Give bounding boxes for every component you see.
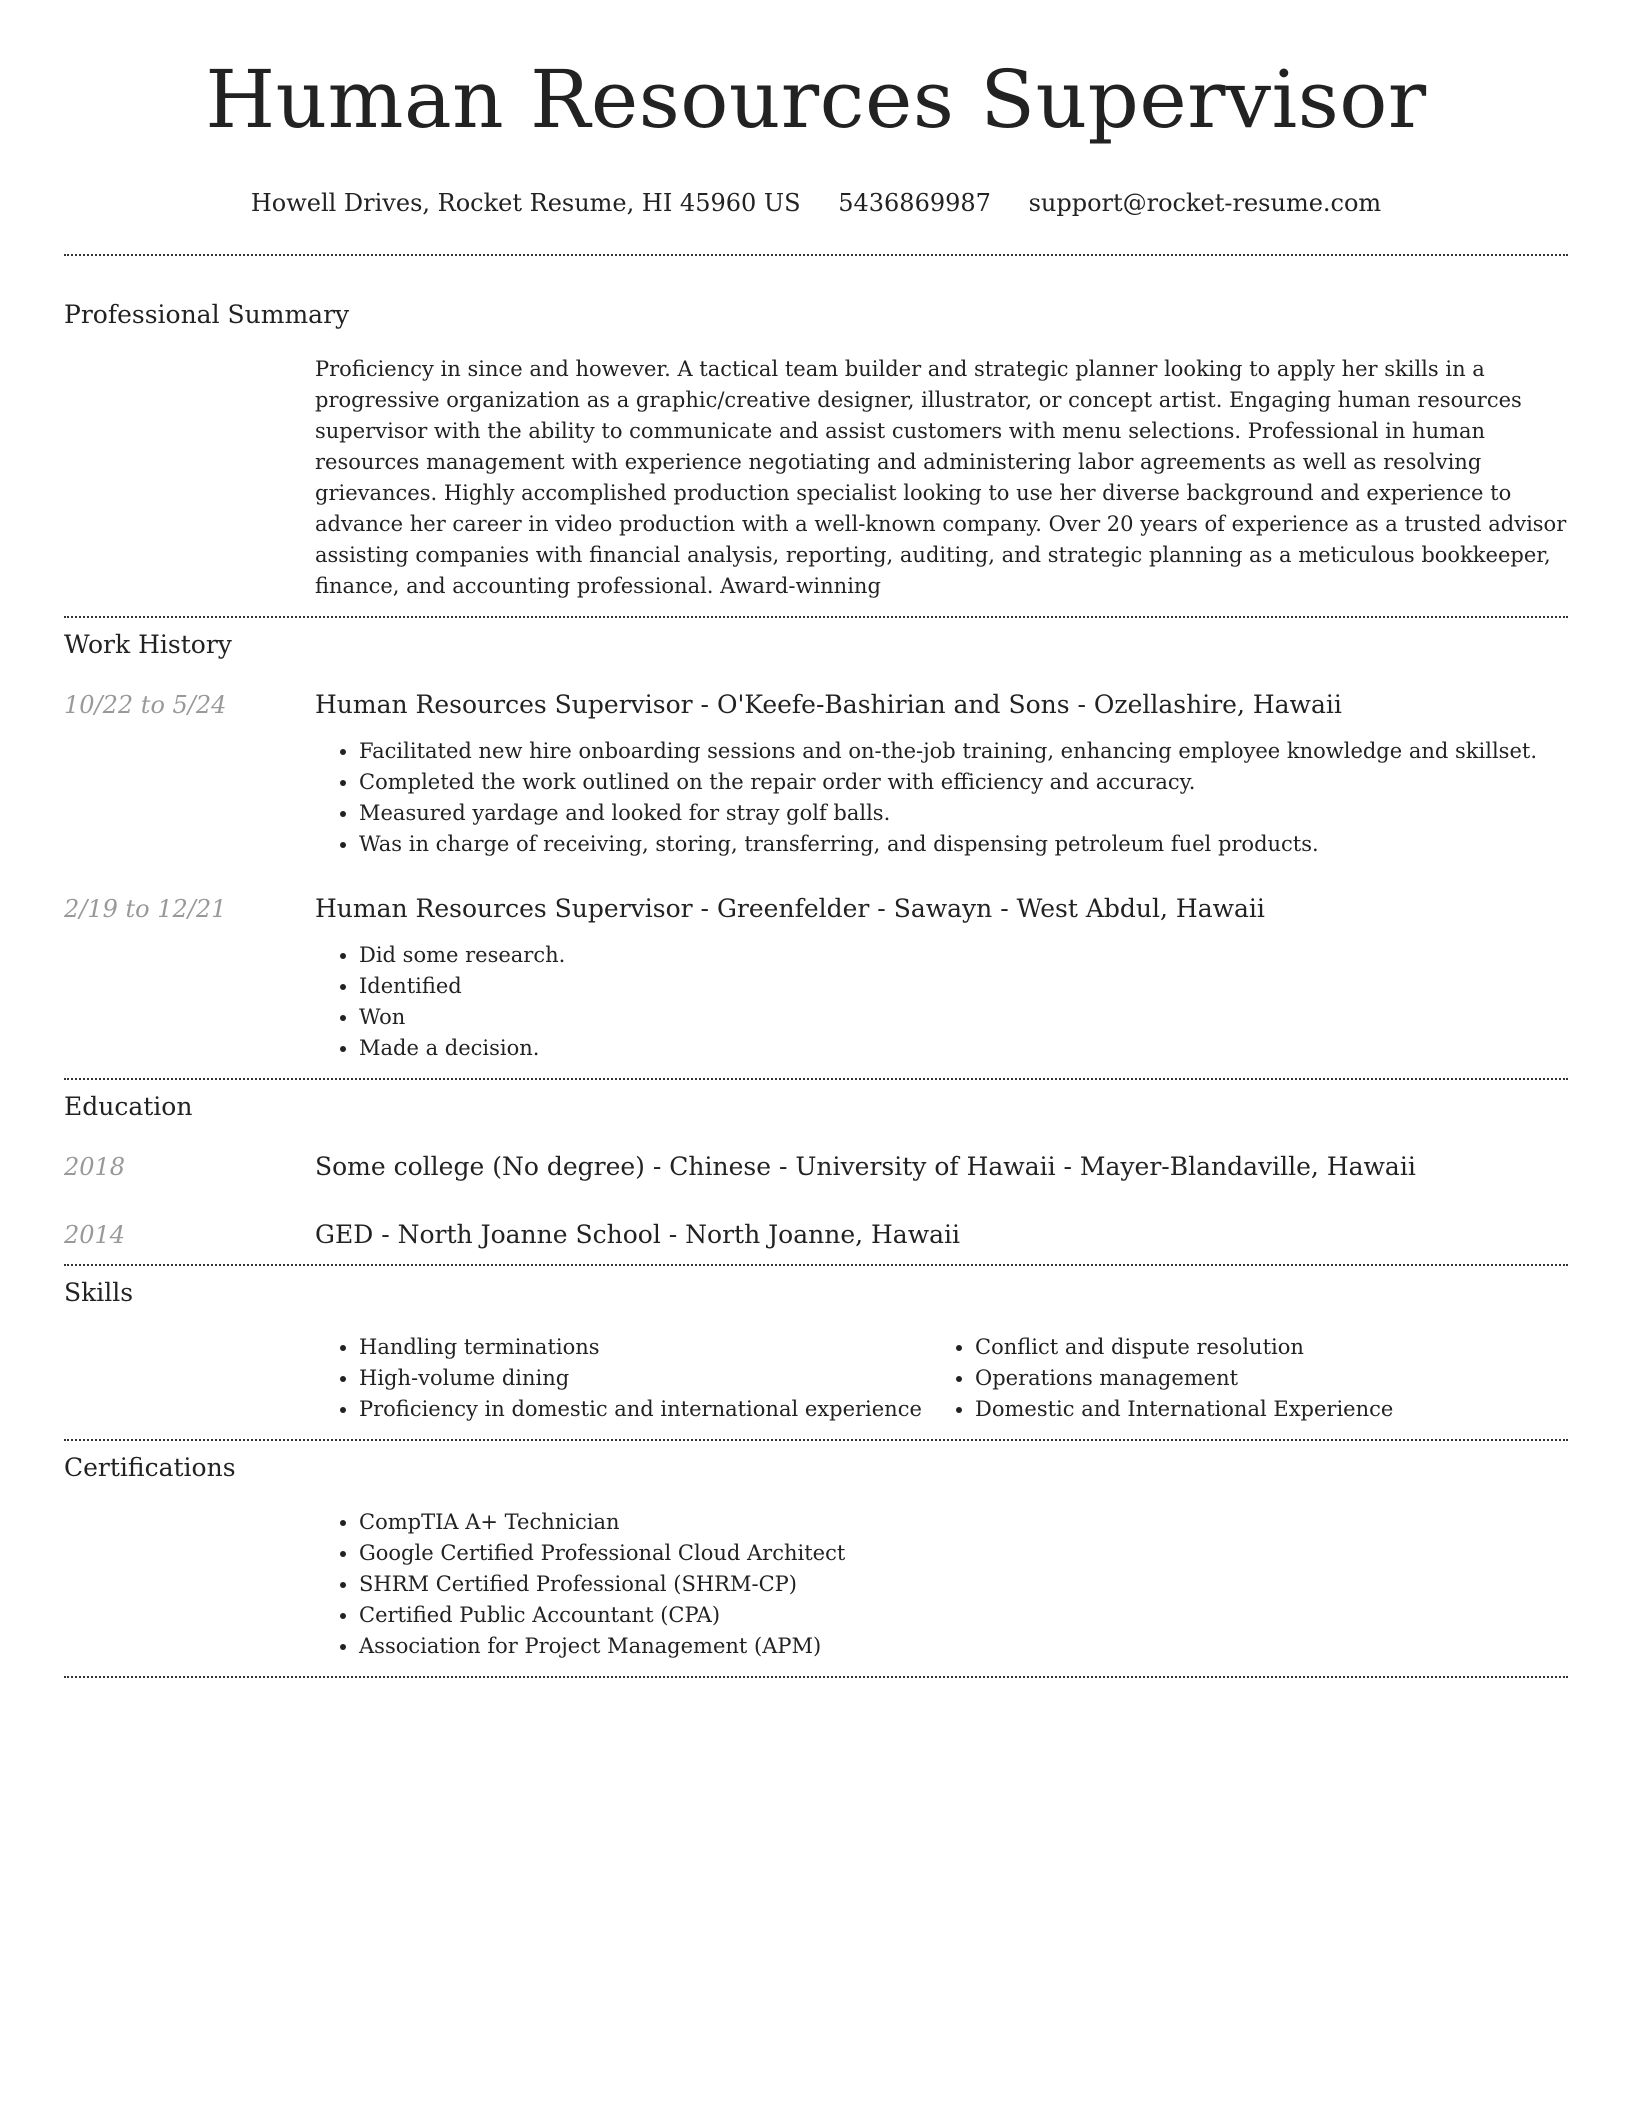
contact-phone: 5436869987 [838,189,991,217]
skills-columns [315,1332,1568,1425]
skills-column-left [315,1332,931,1425]
divider [64,1439,1568,1441]
divider [64,1264,1568,1266]
certification-item: • CompTIA A+ Technician [359,1507,1568,1538]
contact-address: Howell Drives, Rocket Resume, HI 45960 US [250,189,801,217]
work-bullet: • Won [359,1002,1568,1033]
skill-item: • Conflict and dispute resolution [975,1332,1547,1363]
skills-list [315,1332,931,1425]
certifications-list [315,1507,1568,1662]
section-title-certifications: Certifications [64,1453,236,1482]
education-section [64,1092,1568,1250]
section-title-summary: Professional Summary [64,300,350,329]
work-bullet-list [315,736,1568,860]
skill-item: • Handling terminations [359,1332,931,1363]
certification-item: • SHRM Certified Professional (SHRM-CP) [359,1569,1568,1600]
work-entry [64,894,1568,1064]
skills-column-right [931,1332,1547,1425]
divider [64,616,1568,618]
work-history-section [64,630,1568,1064]
work-bullet: • Did some research. [359,940,1568,971]
skills-list [931,1332,1547,1425]
resume-name: Human Resources Supervisor [205,53,1427,146]
education-entry [64,1220,1568,1250]
work-bullet: • Identified [359,971,1568,1002]
work-entry [64,690,1568,860]
education-year: 2018 [64,1153,126,1181]
work-title: Human Resources Supervisor - Greenfelder - Sawayn - West Abdul, Hawaii [315,894,1265,923]
divider [64,254,1568,256]
skill-item: • Proficiency in domestic and international experience [359,1394,931,1425]
section-title-education: Education [64,1092,193,1121]
certifications-section [64,1453,1568,1662]
summary-text: Proficiency in since and however. A tactical team builder and strategic planner looking to apply her skills in a progressive organization as a graphic/creative designer, illustrator, or concept artist. Engaging human resources supervisor with the ability to communicate and assist customers with menu selections. Professional in human resources management with experience negotiating and administering labor agreements as well as resolving grievances. Highly accomplished production specialist looking to use her diverse background and experience to advance her career in video production with a well-known company. Over 20 years of experience as a trusted advisor assisting companies with financial analysis, reporting, auditing, and strategic planning as a meticulous bookkeeper, finance, and accounting professional. Award-winning [315,357,1567,598]
certifications-list-wrap [315,1507,1568,1662]
summary-section [64,300,1568,602]
certification-item: • Certified Public Accountant (CPA) [359,1600,1568,1631]
section-title-skills: Skills [64,1278,134,1307]
certification-item: • Association for Project Management (APM) [359,1631,1568,1662]
section-title-work-history: Work History [64,630,232,659]
contact-email: support@rocket-resume.com [1028,189,1382,217]
skill-item: • Operations management [975,1363,1547,1394]
work-bullet: • Made a decision. [359,1033,1568,1064]
work-bullet: • Measured yardage and looked for stray golf balls. [359,798,1568,829]
work-bullet: • Completed the work outlined on the repair order with efficiency and accuracy. [359,767,1568,798]
certification-item: • Google Certified Professional Cloud Architect [359,1538,1568,1569]
education-entry [64,1152,1568,1182]
work-dates: 10/22 to 5/24 [64,691,227,719]
education-year: 2014 [64,1221,126,1249]
contact-line [64,188,1568,218]
work-bullet-list [315,940,1568,1064]
divider [64,1676,1568,1678]
work-bullet: • Facilitated new hire onboarding sessions and on-the-job training, enhancing employee knowledge and skillset. [359,736,1568,767]
work-title: Human Resources Supervisor - O'Keefe-Bashirian and Sons - Ozellashire, Hawaii [315,690,1342,719]
skill-item: • Domestic and International Experience [975,1394,1547,1425]
education-title: GED - North Joanne School - North Joanne, Hawaii [315,1220,961,1249]
work-dates: 2/19 to 12/21 [64,895,227,923]
skills-section [64,1278,1568,1425]
education-title: Some college (No degree) - Chinese - University of Hawaii - Mayer-Blandaville, Hawaii [315,1152,1416,1181]
work-bullet: • Was in charge of receiving, storing, transferring, and dispensing petroleum fuel products. [359,829,1568,860]
divider [64,1078,1568,1080]
skill-item: • High-volume dining [359,1363,931,1394]
